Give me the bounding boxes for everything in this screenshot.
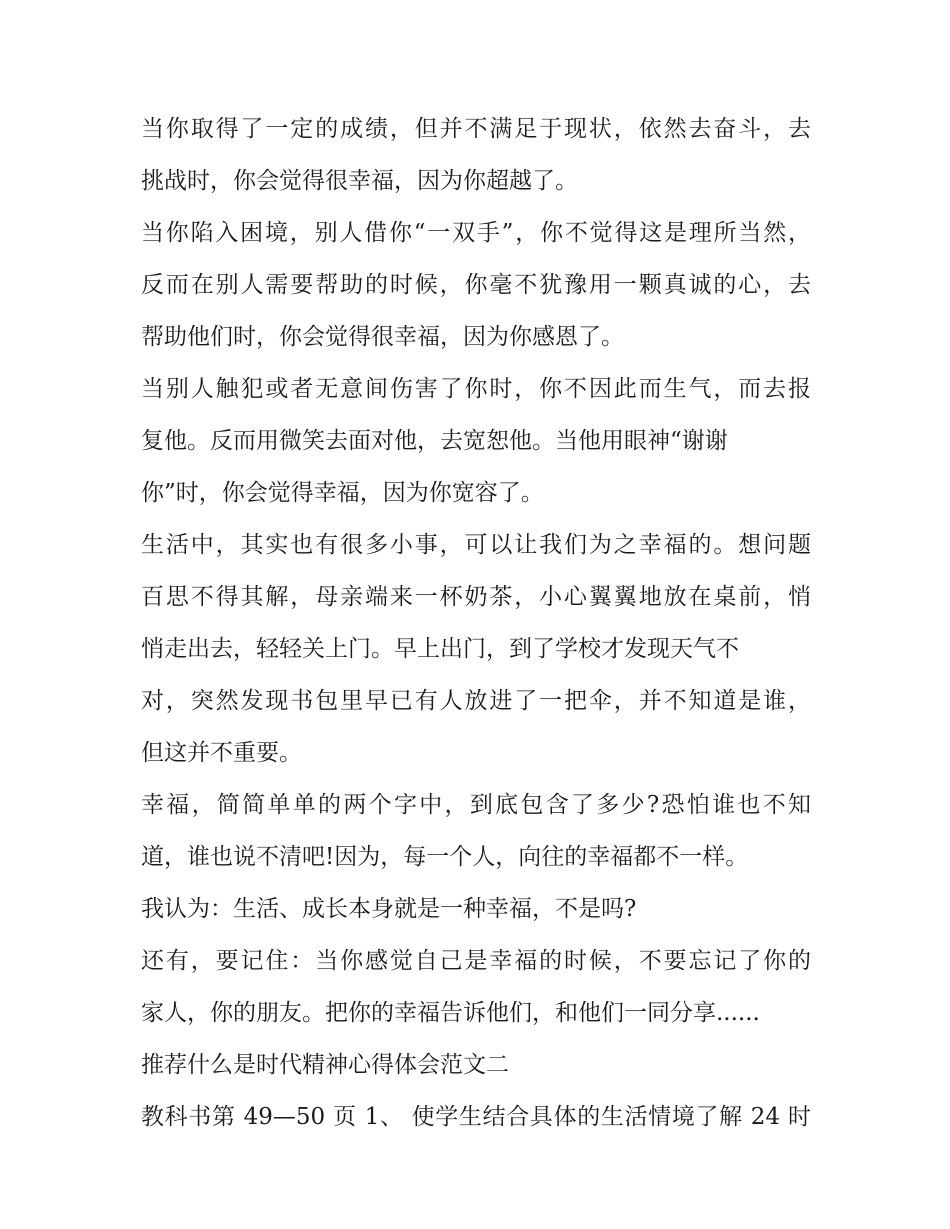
section-heading: 推荐什么是时代精神心得体会范文二	[141, 1052, 509, 1078]
text-line: 但这并不重要。	[141, 740, 302, 766]
text-line: 百思不得其解，母亲端来一杯奶茶，小心翼翼地放在桌前，悄	[141, 584, 811, 610]
text-line: 帮助他们时，你会觉得很幸福，因为你感恩了。	[141, 324, 624, 350]
text-line: 当你取得了一定的成绩，但并不满足于现状，依然去奋斗，去	[141, 116, 811, 142]
text-line: 你”时，你会觉得幸福，因为你宽容了。	[141, 480, 544, 506]
text-line: 当你陷入困境，别人借你“一双手”，你不觉得这是理所当然，	[141, 220, 811, 246]
body-text	[141, 103, 811, 1143]
text-line: 反而在别人需要帮助的时候，你毫不犹豫用一颗真诚的心，去	[141, 272, 811, 298]
text-line: 还有，要记住：当你感觉自己是幸福的时候，不要忘记了你的	[141, 948, 811, 974]
text-line: 挑战时，你会觉得很幸福，因为你超越了。	[141, 168, 578, 194]
text-line: 我认为：生活、成长本身就是一种幸福，不是吗?	[141, 896, 637, 922]
text-line: 教科书第 49—50 页 1、 使学生结合具体的生活情境了解 24 时	[141, 1104, 811, 1130]
text-line: 幸福，简简单单的两个字中，到底包含了多少?恐怕谁也不知	[141, 792, 811, 818]
text-line: 对，突然发现书包里早已有人放进了一把伞，并不知道是谁，	[141, 688, 811, 714]
text-line: 家人，你的朋友。把你的幸福告诉他们，和他们一同分享......	[141, 1000, 760, 1026]
text-line: 当别人触犯或者无意间伤害了你时，你不因此而生气，而去报	[141, 376, 811, 402]
text-line: 悄走出去，轻轻关上门。早上出门，到了学校才发现天气不	[141, 636, 739, 662]
text-line: 生活中，其实也有很多小事，可以让我们为之幸福的。想问题	[141, 532, 811, 558]
text-line: 复他。反而用微笑去面对他，去宽恕他。当他用眼神“谢谢	[141, 428, 728, 454]
text-line: 道，谁也说不清吧!因为，每一个人，向往的幸福都不一样。	[141, 844, 749, 870]
